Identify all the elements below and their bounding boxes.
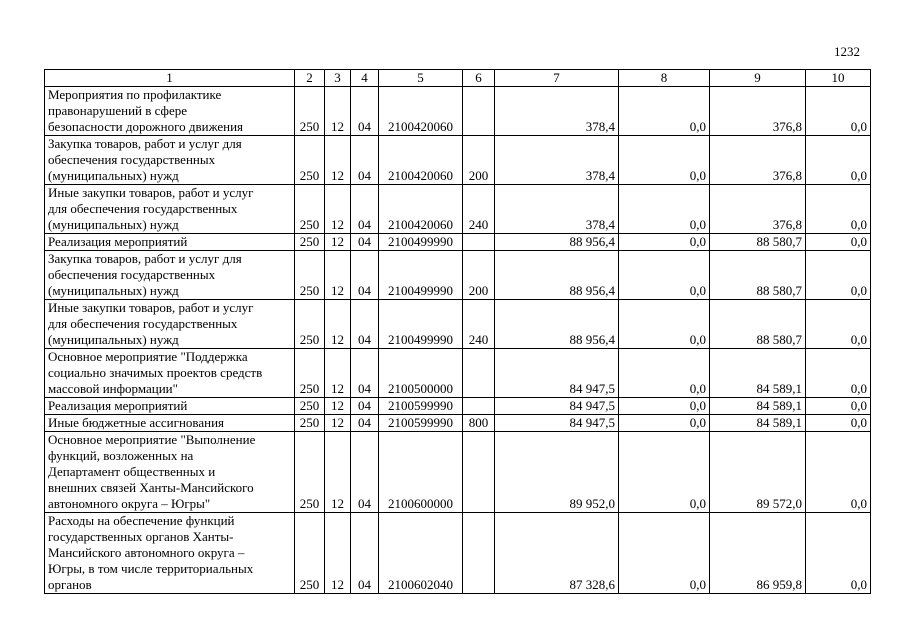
row-name-cell: Расходы на обеспечение функций государственных органов Ханты- Мансийского автономного округа – Югры, в том числе территориальных органов <box>45 513 295 594</box>
row-value-cell: 0,0 <box>619 398 710 415</box>
row-value-cell: 200 <box>463 251 495 300</box>
row-value-cell: 2100602040 <box>379 513 463 594</box>
row-value-cell: 378,4 <box>495 136 619 185</box>
row-name-cell: Иные закупки товаров, работ и услуг для обеспечения государственных (муниципальных) нужд <box>45 300 295 349</box>
page-number: 1232 <box>834 44 860 59</box>
row-value-cell: 250 <box>295 234 325 251</box>
row-value-cell: 0,0 <box>806 349 871 398</box>
row-value-cell: 04 <box>351 415 379 432</box>
column-header: 9 <box>710 70 806 87</box>
row-value-cell: 88 580,7 <box>710 300 806 349</box>
row-value-cell: 0,0 <box>619 349 710 398</box>
row-name-cell: Основное мероприятие "Выполнение функций, возложенных на Департамент общественных и внешних связей Ханты-Мансийского автономного округа – Югры" <box>45 432 295 513</box>
row-value-cell: 12 <box>325 398 351 415</box>
row-name-cell: Реализация мероприятий <box>45 398 295 415</box>
row-value-cell: 0,0 <box>806 513 871 594</box>
table-row <box>45 432 871 513</box>
column-header: 8 <box>619 70 710 87</box>
row-name-cell: Иные закупки товаров, работ и услуг для обеспечения государственных (муниципальных) нужд <box>45 185 295 234</box>
row-value-cell: 12 <box>325 251 351 300</box>
row-name-cell: Основное мероприятие "Поддержка социально значимых проектов средств массовой информации" <box>45 349 295 398</box>
row-value-cell: 0,0 <box>806 87 871 136</box>
row-value-cell: 376,8 <box>710 87 806 136</box>
row-value-cell: 0,0 <box>619 251 710 300</box>
row-value-cell: 12 <box>325 415 351 432</box>
row-value-cell: 2100420060 <box>379 136 463 185</box>
row-value-cell <box>463 349 495 398</box>
row-value-cell: 2100599990 <box>379 415 463 432</box>
row-value-cell: 2100420060 <box>379 87 463 136</box>
row-value-cell: 250 <box>295 251 325 300</box>
row-value-cell: 800 <box>463 415 495 432</box>
row-value-cell: 378,4 <box>495 87 619 136</box>
row-value-cell: 250 <box>295 349 325 398</box>
row-value-cell: 88 956,4 <box>495 300 619 349</box>
row-value-cell <box>463 513 495 594</box>
row-value-cell: 0,0 <box>619 234 710 251</box>
row-value-cell: 2100599990 <box>379 398 463 415</box>
column-header: 2 <box>295 70 325 87</box>
table-row <box>45 87 871 136</box>
row-value-cell: 88 580,7 <box>710 251 806 300</box>
row-value-cell: 250 <box>295 185 325 234</box>
row-name-cell: Закупка товаров, работ и услуг для обеспечения государственных (муниципальных) нужд <box>45 136 295 185</box>
table-row <box>45 185 871 234</box>
row-value-cell: 2100500000 <box>379 349 463 398</box>
table-row <box>45 251 871 300</box>
table-row <box>45 513 871 594</box>
row-value-cell: 250 <box>295 87 325 136</box>
row-value-cell <box>463 87 495 136</box>
row-value-cell <box>463 234 495 251</box>
row-value-cell: 2100420060 <box>379 185 463 234</box>
row-value-cell: 2100499990 <box>379 251 463 300</box>
row-value-cell: 0,0 <box>806 398 871 415</box>
row-value-cell: 0,0 <box>806 136 871 185</box>
row-value-cell: 0,0 <box>806 300 871 349</box>
row-value-cell: 0,0 <box>619 432 710 513</box>
budget-table <box>44 69 871 594</box>
row-value-cell: 04 <box>351 432 379 513</box>
row-value-cell: 376,8 <box>710 185 806 234</box>
column-header: 6 <box>463 70 495 87</box>
row-value-cell: 86 959,8 <box>710 513 806 594</box>
row-value-cell: 88 580,7 <box>710 234 806 251</box>
row-value-cell: 88 956,4 <box>495 251 619 300</box>
row-value-cell: 04 <box>351 349 379 398</box>
row-value-cell: 84 589,1 <box>710 349 806 398</box>
row-value-cell <box>463 398 495 415</box>
row-value-cell: 0,0 <box>806 415 871 432</box>
table-row <box>45 349 871 398</box>
row-name-cell: Реализация мероприятий <box>45 234 295 251</box>
table-row <box>45 300 871 349</box>
row-value-cell: 250 <box>295 513 325 594</box>
row-value-cell: 04 <box>351 185 379 234</box>
table-header-row <box>45 70 871 87</box>
table-row <box>45 234 871 251</box>
row-value-cell: 240 <box>463 300 495 349</box>
row-value-cell: 250 <box>295 300 325 349</box>
row-value-cell: 250 <box>295 415 325 432</box>
row-value-cell: 12 <box>325 87 351 136</box>
column-header: 5 <box>379 70 463 87</box>
row-value-cell: 04 <box>351 251 379 300</box>
row-value-cell: 04 <box>351 234 379 251</box>
row-value-cell: 89 952,0 <box>495 432 619 513</box>
row-value-cell: 12 <box>325 432 351 513</box>
row-value-cell: 84 589,1 <box>710 398 806 415</box>
row-value-cell: 87 328,6 <box>495 513 619 594</box>
row-value-cell: 2100499990 <box>379 300 463 349</box>
row-value-cell: 0,0 <box>806 234 871 251</box>
row-value-cell: 88 956,4 <box>495 234 619 251</box>
row-value-cell: 04 <box>351 300 379 349</box>
row-value-cell: 04 <box>351 398 379 415</box>
row-name-cell: Иные бюджетные ассигнования <box>45 415 295 432</box>
row-name-cell: Закупка товаров, работ и услуг для обеспечения государственных (муниципальных) нужд <box>45 251 295 300</box>
row-value-cell: 84 589,1 <box>710 415 806 432</box>
row-value-cell: 378,4 <box>495 185 619 234</box>
row-value-cell: 0,0 <box>619 513 710 594</box>
column-header: 7 <box>495 70 619 87</box>
row-value-cell: 12 <box>325 136 351 185</box>
table-row <box>45 398 871 415</box>
row-value-cell: 04 <box>351 513 379 594</box>
row-value-cell: 200 <box>463 136 495 185</box>
column-header: 10 <box>806 70 871 87</box>
row-value-cell: 12 <box>325 513 351 594</box>
row-value-cell: 240 <box>463 185 495 234</box>
row-value-cell: 250 <box>295 136 325 185</box>
row-value-cell: 84 947,5 <box>495 349 619 398</box>
row-value-cell: 0,0 <box>806 432 871 513</box>
row-value-cell: 0,0 <box>806 251 871 300</box>
row-value-cell: 12 <box>325 185 351 234</box>
table-row <box>45 136 871 185</box>
column-header: 4 <box>351 70 379 87</box>
row-value-cell: 0,0 <box>806 185 871 234</box>
row-value-cell: 04 <box>351 87 379 136</box>
row-value-cell: 12 <box>325 234 351 251</box>
row-value-cell: 2100600000 <box>379 432 463 513</box>
row-value-cell: 04 <box>351 136 379 185</box>
row-value-cell: 250 <box>295 398 325 415</box>
row-value-cell: 2100499990 <box>379 234 463 251</box>
column-header: 1 <box>45 70 295 87</box>
row-value-cell: 0,0 <box>619 136 710 185</box>
row-value-cell: 250 <box>295 432 325 513</box>
row-value-cell: 0,0 <box>619 415 710 432</box>
row-value-cell: 12 <box>325 349 351 398</box>
row-value-cell: 376,8 <box>710 136 806 185</box>
row-value-cell: 0,0 <box>619 185 710 234</box>
row-value-cell: 0,0 <box>619 300 710 349</box>
table-row <box>45 415 871 432</box>
row-value-cell <box>463 432 495 513</box>
row-name-cell: Мероприятия по профилактике правонарушений в сфере безопасности дорожного движения <box>45 87 295 136</box>
column-header: 3 <box>325 70 351 87</box>
row-value-cell: 12 <box>325 300 351 349</box>
row-value-cell: 89 572,0 <box>710 432 806 513</box>
row-value-cell: 84 947,5 <box>495 398 619 415</box>
row-value-cell: 84 947,5 <box>495 415 619 432</box>
row-value-cell: 0,0 <box>619 87 710 136</box>
